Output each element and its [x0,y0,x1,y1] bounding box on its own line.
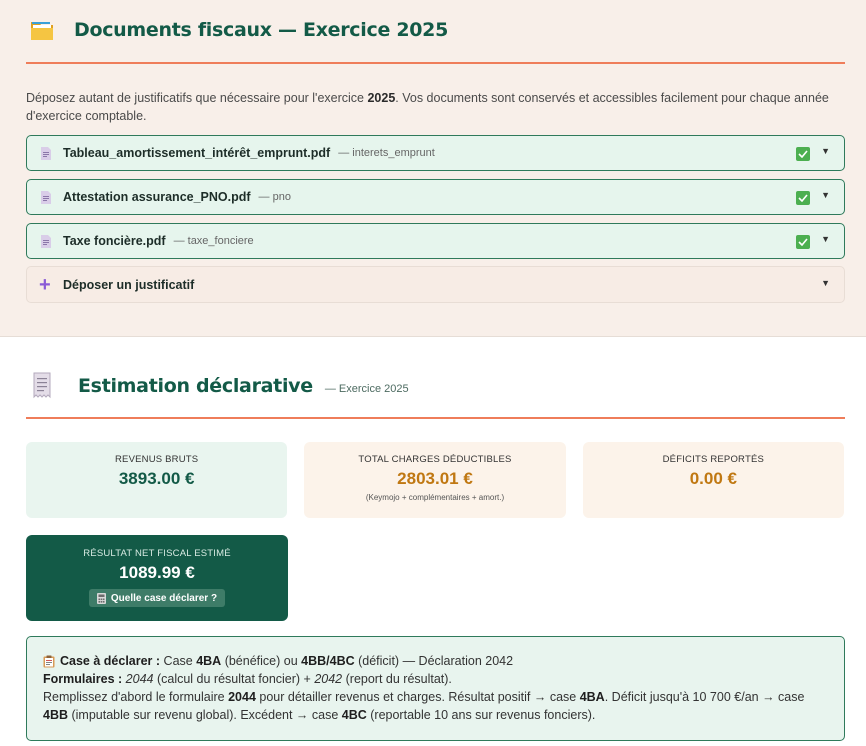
document-item[interactable] [26,223,845,259]
documents-title: Documents fiscaux — Exercice 2025 [74,19,449,41]
deductible-charges-card [304,442,565,518]
carried-deficits-label: DÉFICITS REPORTÉS [662,454,765,465]
gross-revenue-value: 3893.00 € [118,469,195,488]
gross-revenue-label: REVENUS BRUTS [114,454,199,465]
upload-label: Déposer un justificatif [63,277,195,292]
documents-section [0,0,866,337]
chevron-down-icon[interactable]: ▼ [821,278,830,288]
divider [26,417,845,419]
checkbox-icon[interactable] [796,191,810,205]
gross-revenue-card [26,442,287,518]
deductible-charges-label: TOTAL CHARGES DÉDUCTIBLES [358,454,512,465]
chevron-down-icon[interactable]: ▼ [821,146,830,156]
net-result-value: 1089.99 € [119,563,195,582]
chevron-down-icon[interactable]: ▼ [821,234,830,244]
file-icon [41,146,53,160]
deductible-charges-note: (Keymojo + complémentaires + amort.) [365,493,505,502]
intro-text: Déposez autant de justificatifs que nécessaire pour l'exercice 2025. Vos documents sont conservés et accessibles facilement pour chaque année d'exercice comptable. [26,91,829,123]
chevron-down-icon[interactable]: ▼ [821,190,830,200]
estimation-title: Estimation déclarative [78,375,313,397]
net-result-card [26,535,288,621]
documents-header [28,12,844,48]
declaration-case-line: Case à déclarer : Case 4BA (bénéfice) ou 4BB/4BC (déficit) — Déclaration 2042 [43,652,828,670]
which-box-label: Quelle case déclarer ? [110,592,218,604]
checkbox-icon[interactable] [796,235,810,249]
carried-deficits-card [583,442,844,518]
document-name: Attestation assurance_PNO.pdf [63,190,251,204]
document-name: Taxe foncière.pdf [63,234,166,248]
net-result-label: RÉSULTAT NET FISCAL ESTIMÉ [83,548,231,559]
document-item[interactable] [26,179,845,215]
file-icon [41,190,53,204]
calculator-icon [97,593,106,604]
carried-deficits-value: 0.00 € [689,469,737,488]
estimation-section [0,337,866,741]
folder-icon [28,17,56,43]
file-icon [41,234,53,248]
document-item[interactable] [26,135,845,171]
plus-icon: + [39,273,51,296]
declaration-instructions: Remplissez d'abord le formulaire 2044 pour détailler revenus et charges. Résultat positif → case 4BA. Déficit jusqu'à 10 700 €/an → case 4BB (imputable sur revenu global). Excédent → case 4BC (reportable 10 ans sur revenus fonciers). [43,690,805,722]
deductible-charges-value: 2803.01 € [397,469,473,488]
document-tag: — taxe_fonciere [173,235,254,247]
document-tag: — interets_emprunt [338,147,435,159]
document-name: Tableau_amortissement_intérêt_emprunt.pdf [63,146,331,160]
summary-cards [26,442,844,518]
upload-document-button[interactable] [26,266,845,303]
divider [26,62,845,64]
which-box-button[interactable] [89,589,225,607]
clipboard-icon [43,655,55,668]
estimation-header [26,371,844,401]
declaration-forms-line: Formulaires : 2044 (calcul du résultat foncier) + 2042 (report du résultat). [43,672,452,686]
receipt-icon [32,372,54,400]
declaration-info-box [26,636,845,741]
checkbox-icon[interactable] [796,147,810,161]
document-tag: — pno [258,191,291,203]
estimation-subtitle: — Exercice 2025 [324,383,409,395]
intro-year: 2025 [367,91,396,105]
